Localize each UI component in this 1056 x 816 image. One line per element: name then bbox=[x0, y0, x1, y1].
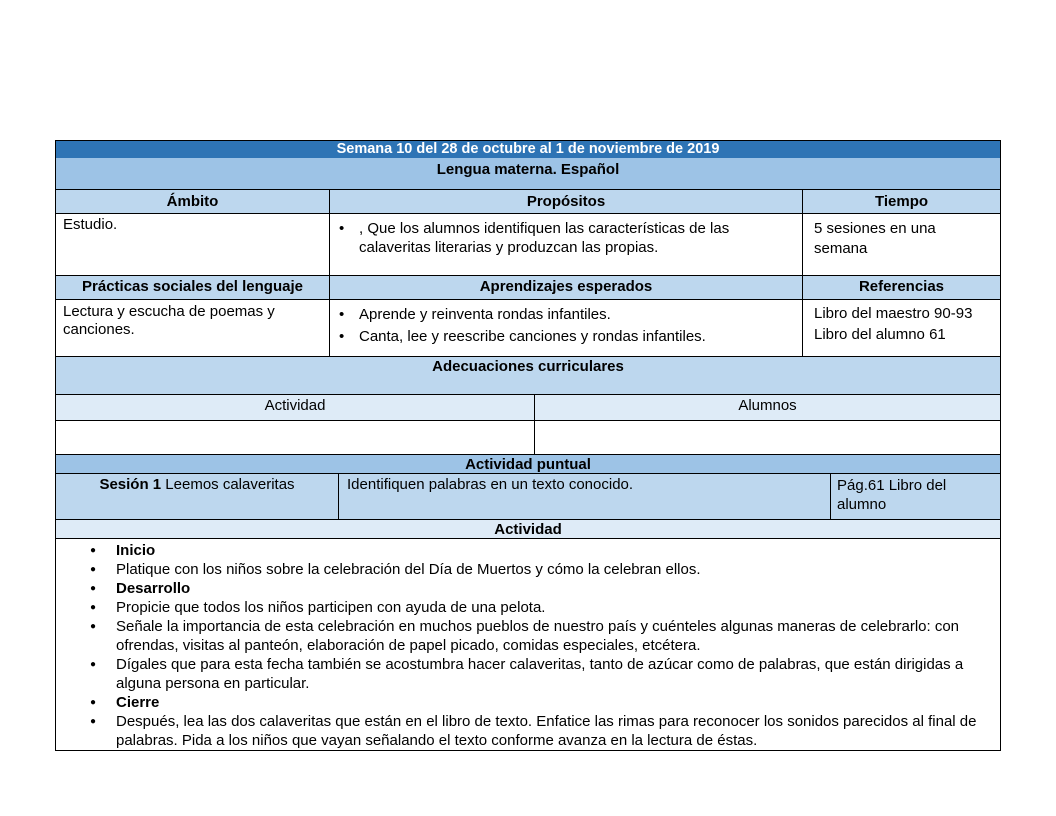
practicas-value bbox=[55, 299, 330, 357]
aprendizajes-value bbox=[329, 299, 803, 357]
header-propositos-label: Propósitos bbox=[526, 193, 606, 210]
alumnos-cell bbox=[534, 420, 1001, 455]
actividad-puntual-title: Actividad puntual bbox=[465, 456, 591, 473]
actividad-item: ● Señale la importancia de esta celebración en muchos pueblos de nuestro país y cuénteles algunas maneras de celebrarlo: con ofrendas, visitas al panteón, elaboración de papel picado, comidas especiales, etcétera. bbox=[116, 617, 992, 655]
header-tiempo-label: Tiempo bbox=[874, 193, 929, 210]
aprendizaje-item: • Canta, lee y reescribe canciones y rondas infantiles. bbox=[359, 327, 802, 346]
aprendizaje-item: • Aprende y reinventa rondas infantiles. bbox=[359, 305, 802, 324]
actividad-puntual-header bbox=[55, 454, 1001, 474]
sesion-number: Sesión 1 bbox=[99, 476, 162, 493]
practicas-text: Lectura y escucha de poemas y canciones. bbox=[63, 303, 275, 338]
alumnos-col-label: Alumnos bbox=[738, 397, 797, 414]
actividad-body bbox=[55, 538, 1001, 751]
subject-title: Lengua materna. Español bbox=[436, 161, 620, 178]
referencia-text: Pág.61 Libro del alumno bbox=[837, 477, 947, 513]
ambito-value bbox=[55, 213, 330, 276]
actividad-title: Actividad bbox=[494, 521, 562, 538]
actividad-item: ● Platique con los niños sobre la celebración del Día de Muertos y cómo la celebran ellos. bbox=[116, 560, 992, 579]
referencia-cell bbox=[830, 473, 1001, 520]
actividad-cell bbox=[55, 420, 535, 455]
actividad-section-heading: ● Inicio bbox=[116, 541, 992, 560]
header-propositos bbox=[329, 189, 803, 214]
propositos-value bbox=[329, 213, 803, 276]
header-referencias bbox=[802, 275, 1001, 300]
actividad-list bbox=[56, 541, 992, 750]
sesion-cell bbox=[55, 473, 339, 520]
header-ambito bbox=[55, 189, 330, 214]
actividad-section-heading: ● Cierre bbox=[116, 693, 992, 712]
adecuaciones-header bbox=[55, 356, 1001, 395]
header-tiempo bbox=[802, 189, 1001, 214]
header-referencias-label: Referencias bbox=[858, 278, 945, 295]
adecuaciones-title: Adecuaciones curriculares bbox=[432, 358, 624, 375]
actividad-item: ● Dígales que para esta fecha también se acostumbra hacer calaveritas, tanto de azúcar como de palabras, que están dirigidas a alguna persona en particular. bbox=[116, 655, 992, 693]
header-alumnos-col bbox=[534, 394, 1001, 421]
header-practicas-label: Prácticas sociales del lenguaje bbox=[82, 278, 303, 295]
week-banner-text: Semana 10 del 28 de octubre al 1 de noviembre de 2019 bbox=[336, 141, 720, 157]
actividad-header bbox=[55, 519, 1001, 539]
week-banner bbox=[55, 140, 1001, 159]
sesion-title: Leemos calaveritas bbox=[161, 476, 295, 493]
header-actividad-col bbox=[55, 394, 535, 421]
tiempo-text: 5 sesiones en una semana bbox=[814, 220, 936, 257]
referencia-line: Libro del alumno 61 bbox=[814, 326, 946, 343]
header-practicas bbox=[55, 275, 330, 300]
referencia-line: Libro del maestro 90-93 bbox=[814, 305, 973, 322]
actividad-item: ● Propicie que todos los niños participen con ayuda de una pelota. bbox=[116, 598, 992, 617]
header-aprendizajes bbox=[329, 275, 803, 300]
subject-header bbox=[55, 158, 1001, 190]
objetivo-cell bbox=[338, 473, 831, 520]
header-ambito-label: Ámbito bbox=[166, 193, 219, 210]
actividad-section-heading: ● Desarrollo bbox=[116, 579, 992, 598]
referencias-value bbox=[802, 299, 1001, 357]
propositos-text: • , Que los alumnos identifiquen las características de las calaveritas literarias y produzcan las propias. bbox=[359, 219, 762, 257]
objetivo-text: Identifiquen palabras en un texto conocido. bbox=[347, 476, 634, 493]
tiempo-value bbox=[802, 213, 1001, 276]
actividad-item: ● Después, lea las dos calaveritas que están en el libro de texto. Enfatice las rimas para reconocer los sonidos parecidos al final de palabras. Pida a los niños que vayan señalando el texto conforme avanza en la lectura de éstas. bbox=[116, 712, 992, 750]
header-aprendizajes-label: Aprendizajes esperados bbox=[479, 278, 653, 295]
actividad-col-label: Actividad bbox=[264, 397, 326, 414]
ambito-text: Estudio. bbox=[63, 216, 118, 233]
